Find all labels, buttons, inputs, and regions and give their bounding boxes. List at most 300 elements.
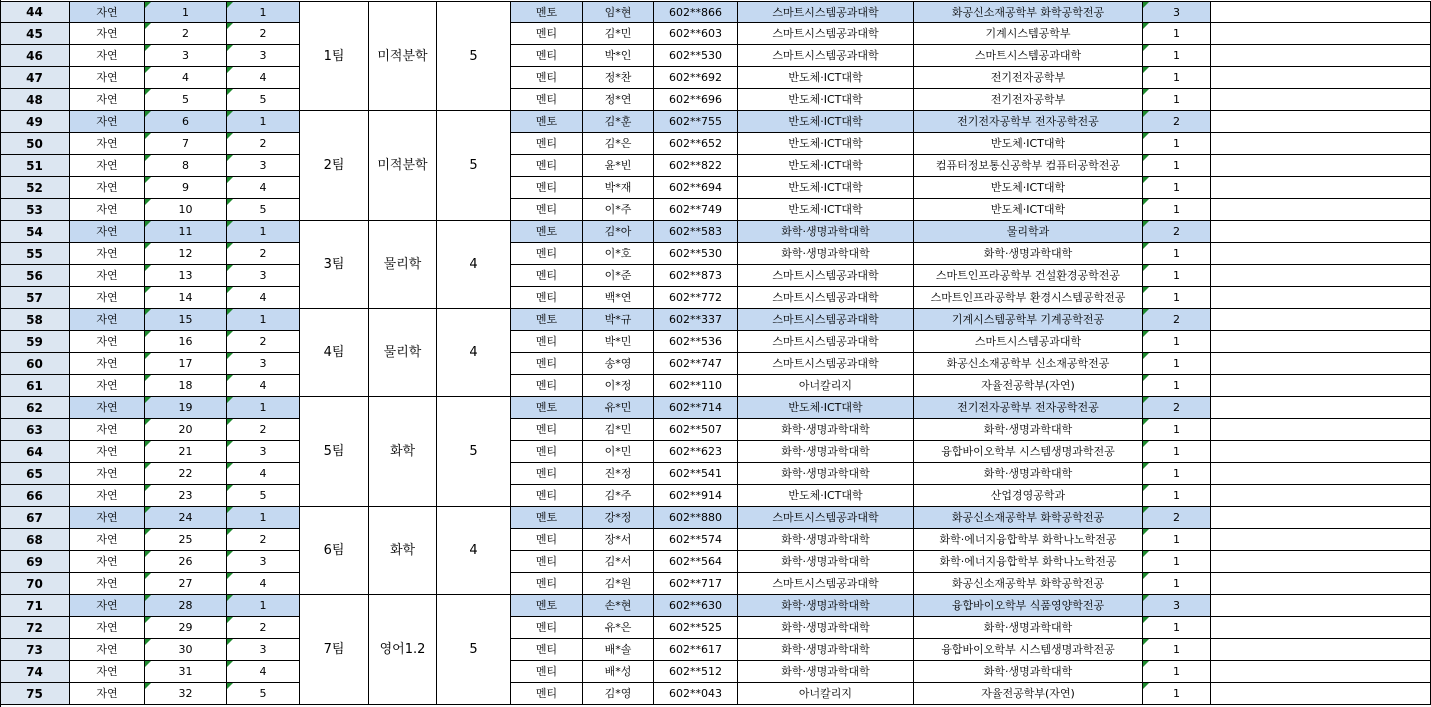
cell-major[interactable]: 화학·에너지융합학부 화학나노학전공 [914,529,1143,551]
cell-field[interactable]: 자연 [70,1,145,23]
cell-field[interactable]: 자연 [70,353,145,375]
cell-field[interactable]: 자연 [70,331,145,353]
row-header[interactable]: 63 [0,419,70,441]
cell-seq[interactable]: 20 [145,419,227,441]
cell-field[interactable]: 자연 [70,221,145,243]
cell-empty[interactable] [1211,573,1431,595]
cell-college[interactable]: 스마트시스템공과대학 [738,331,914,353]
cell-team-seq[interactable]: 4 [227,573,300,595]
cell-field[interactable]: 자연 [70,133,145,155]
cell-name[interactable]: 박*인 [583,45,654,67]
cell-student-id[interactable]: 602**536 [654,331,738,353]
cell-major[interactable]: 전기전자공학부 전자공학전공 [914,111,1143,133]
cell-college[interactable]: 화학·생명과학대학 [738,661,914,683]
cell-name[interactable]: 배*솔 [583,639,654,661]
cell-field[interactable]: 자연 [70,265,145,287]
cell-college[interactable]: 화학·생명과학대학 [738,243,914,265]
cell-seq[interactable]: 11 [145,221,227,243]
cell-field[interactable]: 자연 [70,177,145,199]
cell-field[interactable]: 자연 [70,375,145,397]
cell-team-seq[interactable]: 3 [227,353,300,375]
cell-empty[interactable] [1211,551,1431,573]
cell-count[interactable]: 1 [1143,463,1211,485]
cell-empty[interactable] [1211,177,1431,199]
row-header[interactable]: 64 [0,441,70,463]
cell-name[interactable]: 임*현 [583,1,654,23]
cell-subject[interactable]: 영어1.2 [369,595,437,705]
cell-role[interactable]: 멘티 [511,23,583,45]
cell-role[interactable]: 멘티 [511,573,583,595]
row-header[interactable]: 57 [0,287,70,309]
cell-field[interactable]: 자연 [70,67,145,89]
cell-student-id[interactable]: 602**880 [654,507,738,529]
cell-field[interactable]: 자연 [70,199,145,221]
cell-seq[interactable]: 14 [145,287,227,309]
cell-field[interactable]: 자연 [70,45,145,67]
cell-team-seq[interactable]: 4 [227,287,300,309]
row-header[interactable]: 60 [0,353,70,375]
cell-college[interactable]: 반도체·ICT대학 [738,397,914,419]
cell-empty[interactable] [1211,529,1431,551]
cell-field[interactable]: 자연 [70,309,145,331]
cell-name[interactable]: 박*규 [583,309,654,331]
cell-count[interactable]: 1 [1143,243,1211,265]
cell-empty[interactable] [1211,463,1431,485]
cell-name[interactable]: 정*찬 [583,67,654,89]
cell-seq[interactable]: 12 [145,243,227,265]
cell-role[interactable]: 멘토 [511,309,583,331]
cell-name[interactable]: 진*정 [583,463,654,485]
row-header[interactable]: 69 [0,551,70,573]
cell-college[interactable]: 화학·생명과학대학 [738,221,914,243]
cell-college[interactable]: 화학·생명과학대학 [738,551,914,573]
cell-major[interactable]: 기계시스템공학부 [914,23,1143,45]
cell-role[interactable]: 멘티 [511,529,583,551]
cell-role[interactable]: 멘티 [511,551,583,573]
cell-seq[interactable]: 31 [145,661,227,683]
cell-subject[interactable]: 화학 [369,507,437,595]
cell-role[interactable]: 멘티 [511,89,583,111]
cell-team-size[interactable]: 5 [437,111,511,221]
cell-team-seq[interactable]: 1 [227,397,300,419]
cell-student-id[interactable]: 602**525 [654,617,738,639]
cell-seq[interactable]: 22 [145,463,227,485]
row-header[interactable]: 68 [0,529,70,551]
cell-team-seq[interactable]: 2 [227,23,300,45]
cell-student-id[interactable]: 602**043 [654,683,738,705]
cell-team-size[interactable]: 5 [437,595,511,705]
cell-student-id[interactable]: 602**914 [654,485,738,507]
cell-count[interactable]: 1 [1143,529,1211,551]
row-header[interactable]: 72 [0,617,70,639]
cell-team-seq[interactable]: 2 [227,331,300,353]
cell-name[interactable]: 백*연 [583,287,654,309]
cell-count[interactable]: 1 [1143,353,1211,375]
cell-field[interactable]: 자연 [70,683,145,705]
cell-count[interactable]: 1 [1143,485,1211,507]
cell-major[interactable]: 융합바이오학부 식품영양학전공 [914,595,1143,617]
cell-student-id[interactable]: 602**749 [654,199,738,221]
cell-field[interactable]: 자연 [70,485,145,507]
cell-role[interactable]: 멘티 [511,485,583,507]
cell-role[interactable]: 멘티 [511,661,583,683]
cell-college[interactable]: 스마트시스템공과대학 [738,573,914,595]
cell-team-seq[interactable]: 1 [227,1,300,23]
cell-college[interactable]: 화학·생명과학대학 [738,419,914,441]
cell-team[interactable]: 7팀 [300,595,369,705]
cell-count[interactable]: 1 [1143,287,1211,309]
row-header[interactable]: 46 [0,45,70,67]
cell-subject[interactable]: 물리학 [369,221,437,309]
cell-college[interactable]: 반도체·ICT대학 [738,155,914,177]
cell-count[interactable]: 1 [1143,683,1211,705]
cell-student-id[interactable]: 602**507 [654,419,738,441]
cell-team-seq[interactable]: 3 [227,265,300,287]
cell-college[interactable]: 화학·생명과학대학 [738,595,914,617]
cell-field[interactable]: 자연 [70,661,145,683]
cell-role[interactable]: 멘티 [511,639,583,661]
cell-name[interactable]: 김*아 [583,221,654,243]
cell-major[interactable]: 전기전자공학부 [914,89,1143,111]
cell-empty[interactable] [1211,89,1431,111]
cell-major[interactable]: 스마트시스템공과대학 [914,45,1143,67]
cell-college[interactable]: 화학·생명과학대학 [738,463,914,485]
cell-role[interactable]: 멘티 [511,683,583,705]
cell-empty[interactable] [1211,683,1431,705]
cell-empty[interactable] [1211,639,1431,661]
cell-major[interactable]: 융합바이오학부 시스템생명과학전공 [914,441,1143,463]
cell-team-seq[interactable]: 3 [227,45,300,67]
cell-count[interactable]: 1 [1143,617,1211,639]
cell-seq[interactable]: 19 [145,397,227,419]
cell-team-seq[interactable]: 3 [227,155,300,177]
cell-seq[interactable]: 7 [145,133,227,155]
cell-role[interactable]: 멘티 [511,133,583,155]
cell-role[interactable]: 멘티 [511,419,583,441]
cell-empty[interactable] [1211,221,1431,243]
cell-count[interactable]: 1 [1143,551,1211,573]
cell-college[interactable]: 아너칼리지 [738,375,914,397]
cell-name[interactable]: 이*호 [583,243,654,265]
cell-college[interactable]: 반도체·ICT대학 [738,89,914,111]
cell-subject[interactable]: 미적분학 [369,111,437,221]
cell-count[interactable]: 1 [1143,375,1211,397]
cell-count[interactable]: 2 [1143,507,1211,529]
cell-major[interactable]: 화공신소재공학부 화학공학전공 [914,573,1143,595]
cell-seq[interactable]: 21 [145,441,227,463]
cell-major[interactable]: 반도체·ICT대학 [914,177,1143,199]
cell-role[interactable]: 멘티 [511,199,583,221]
cell-seq[interactable]: 24 [145,507,227,529]
cell-field[interactable]: 자연 [70,551,145,573]
cell-major[interactable]: 화학·생명과학대학 [914,661,1143,683]
cell-college[interactable]: 반도체·ICT대학 [738,485,914,507]
cell-name[interactable]: 장*서 [583,529,654,551]
cell-empty[interactable] [1211,507,1431,529]
cell-field[interactable]: 자연 [70,617,145,639]
cell-student-id[interactable]: 602**696 [654,89,738,111]
cell-count[interactable]: 2 [1143,309,1211,331]
cell-field[interactable]: 자연 [70,639,145,661]
cell-name[interactable]: 김*원 [583,573,654,595]
cell-count[interactable]: 1 [1143,177,1211,199]
row-header[interactable]: 53 [0,199,70,221]
cell-college[interactable]: 반도체·ICT대학 [738,111,914,133]
cell-name[interactable]: 강*정 [583,507,654,529]
cell-major[interactable]: 스마트인프라공학부 건설환경공학전공 [914,265,1143,287]
cell-college[interactable]: 스마트시스템공과대학 [738,287,914,309]
cell-empty[interactable] [1211,661,1431,683]
cell-student-id[interactable]: 602**530 [654,45,738,67]
cell-major[interactable]: 화학·에너지융합학부 화학나노학전공 [914,551,1143,573]
cell-seq[interactable]: 17 [145,353,227,375]
cell-college[interactable]: 반도체·ICT대학 [738,67,914,89]
cell-team-seq[interactable]: 3 [227,551,300,573]
cell-count[interactable]: 3 [1143,1,1211,23]
cell-team-seq[interactable]: 2 [227,617,300,639]
row-header[interactable]: 75 [0,683,70,705]
cell-empty[interactable] [1211,419,1431,441]
cell-team-seq[interactable]: 1 [227,111,300,133]
cell-role[interactable]: 멘티 [511,287,583,309]
cell-role[interactable]: 멘티 [511,441,583,463]
cell-seq[interactable]: 29 [145,617,227,639]
row-header[interactable]: 65 [0,463,70,485]
cell-student-id[interactable]: 602**772 [654,287,738,309]
cell-empty[interactable] [1211,67,1431,89]
cell-count[interactable]: 2 [1143,221,1211,243]
row-header[interactable]: 51 [0,155,70,177]
cell-role[interactable]: 멘토 [511,221,583,243]
cell-count[interactable]: 1 [1143,89,1211,111]
cell-count[interactable]: 2 [1143,397,1211,419]
cell-team-seq[interactable]: 2 [227,243,300,265]
cell-major[interactable]: 화공신소재공학부 신소재공학전공 [914,353,1143,375]
cell-team-seq[interactable]: 4 [227,67,300,89]
cell-count[interactable]: 1 [1143,419,1211,441]
cell-name[interactable]: 김*민 [583,23,654,45]
cell-role[interactable]: 멘티 [511,243,583,265]
cell-count[interactable]: 1 [1143,133,1211,155]
cell-seq[interactable]: 5 [145,89,227,111]
cell-student-id[interactable]: 602**337 [654,309,738,331]
cell-field[interactable]: 자연 [70,529,145,551]
cell-name[interactable]: 정*연 [583,89,654,111]
cell-name[interactable]: 김*서 [583,551,654,573]
cell-seq[interactable]: 30 [145,639,227,661]
row-header[interactable]: 47 [0,67,70,89]
cell-empty[interactable] [1211,485,1431,507]
cell-team-seq[interactable]: 3 [227,441,300,463]
cell-name[interactable]: 유*민 [583,397,654,419]
cell-college[interactable]: 스마트시스템공과대학 [738,507,914,529]
cell-team-seq[interactable]: 2 [227,529,300,551]
cell-name[interactable]: 송*영 [583,353,654,375]
cell-team[interactable]: 2팀 [300,111,369,221]
cell-team-seq[interactable]: 4 [227,463,300,485]
cell-student-id[interactable]: 602**603 [654,23,738,45]
cell-empty[interactable] [1211,199,1431,221]
cell-college[interactable]: 아너칼리지 [738,683,914,705]
cell-empty[interactable] [1211,309,1431,331]
cell-major[interactable]: 기계시스템공학부 기계공학전공 [914,309,1143,331]
cell-name[interactable]: 김*훈 [583,111,654,133]
cell-count[interactable]: 1 [1143,639,1211,661]
cell-team-size[interactable]: 5 [437,1,511,111]
cell-empty[interactable] [1211,441,1431,463]
cell-team-seq[interactable]: 1 [227,221,300,243]
cell-field[interactable]: 자연 [70,463,145,485]
cell-subject[interactable]: 물리학 [369,309,437,397]
cell-team-seq[interactable]: 5 [227,683,300,705]
cell-team-seq[interactable]: 2 [227,419,300,441]
cell-student-id[interactable]: 602**512 [654,661,738,683]
row-header[interactable]: 44 [0,1,70,23]
cell-student-id[interactable]: 602**583 [654,221,738,243]
cell-field[interactable]: 자연 [70,507,145,529]
cell-seq[interactable]: 2 [145,23,227,45]
row-header[interactable]: 71 [0,595,70,617]
cell-seq[interactable]: 25 [145,529,227,551]
cell-team[interactable]: 4팀 [300,309,369,397]
cell-college[interactable]: 스마트시스템공과대학 [738,1,914,23]
cell-team-size[interactable]: 4 [437,309,511,397]
cell-name[interactable]: 윤*빈 [583,155,654,177]
cell-major[interactable]: 산업경영공학과 [914,485,1143,507]
cell-empty[interactable] [1211,155,1431,177]
cell-major[interactable]: 화공신소재공학부 화학공학전공 [914,507,1143,529]
cell-college[interactable]: 스마트시스템공과대학 [738,23,914,45]
cell-role[interactable]: 멘티 [511,67,583,89]
cell-seq[interactable]: 10 [145,199,227,221]
cell-team-size[interactable]: 5 [437,397,511,507]
cell-major[interactable]: 화학·생명과학대학 [914,463,1143,485]
cell-role[interactable]: 멘티 [511,375,583,397]
row-header[interactable]: 49 [0,111,70,133]
cell-major[interactable]: 전기전자공학부 전자공학전공 [914,397,1143,419]
cell-major[interactable]: 반도체·ICT대학 [914,199,1143,221]
cell-seq[interactable]: 9 [145,177,227,199]
cell-student-id[interactable]: 602**541 [654,463,738,485]
cell-major[interactable]: 융합바이오학부 시스템생명과학전공 [914,639,1143,661]
cell-student-id[interactable]: 602**652 [654,133,738,155]
row-header[interactable]: 61 [0,375,70,397]
cell-field[interactable]: 자연 [70,397,145,419]
cell-student-id[interactable]: 602**564 [654,551,738,573]
cell-team-seq[interactable]: 5 [227,199,300,221]
cell-seq[interactable]: 26 [145,551,227,573]
cell-count[interactable]: 1 [1143,331,1211,353]
cell-seq[interactable]: 3 [145,45,227,67]
cell-count[interactable]: 1 [1143,573,1211,595]
cell-role[interactable]: 멘티 [511,177,583,199]
cell-empty[interactable] [1211,331,1431,353]
cell-major[interactable]: 화학·생명과학대학 [914,419,1143,441]
cell-field[interactable]: 자연 [70,419,145,441]
cell-team-size[interactable]: 4 [437,221,511,309]
cell-empty[interactable] [1211,287,1431,309]
cell-college[interactable]: 반도체·ICT대학 [738,199,914,221]
cell-team[interactable]: 6팀 [300,507,369,595]
row-header[interactable]: 58 [0,309,70,331]
cell-college[interactable]: 화학·생명과학대학 [738,441,914,463]
cell-field[interactable]: 자연 [70,89,145,111]
row-header[interactable]: 56 [0,265,70,287]
row-header[interactable]: 45 [0,23,70,45]
cell-major[interactable]: 컴퓨터정보통신공학부 컴퓨터공학전공 [914,155,1143,177]
cell-role[interactable]: 멘티 [511,155,583,177]
row-header[interactable]: 52 [0,177,70,199]
cell-college[interactable]: 스마트시스템공과대학 [738,265,914,287]
cell-role[interactable]: 멘토 [511,397,583,419]
cell-college[interactable]: 스마트시스템공과대학 [738,353,914,375]
cell-seq[interactable]: 13 [145,265,227,287]
cell-field[interactable]: 자연 [70,595,145,617]
cell-student-id[interactable]: 602**574 [654,529,738,551]
cell-role[interactable]: 멘티 [511,617,583,639]
cell-seq[interactable]: 6 [145,111,227,133]
cell-field[interactable]: 자연 [70,441,145,463]
cell-count[interactable]: 2 [1143,111,1211,133]
cell-seq[interactable]: 4 [145,67,227,89]
cell-major[interactable]: 화공신소재공학부 화학공학전공 [914,1,1143,23]
cell-role[interactable]: 멘토 [511,595,583,617]
cell-major[interactable]: 전기전자공학부 [914,67,1143,89]
cell-field[interactable]: 자연 [70,155,145,177]
row-header[interactable]: 55 [0,243,70,265]
row-header[interactable]: 48 [0,89,70,111]
cell-team-seq[interactable]: 4 [227,375,300,397]
cell-field[interactable]: 자연 [70,573,145,595]
cell-student-id[interactable]: 602**530 [654,243,738,265]
cell-seq[interactable]: 18 [145,375,227,397]
cell-name[interactable]: 이*준 [583,265,654,287]
cell-field[interactable]: 자연 [70,23,145,45]
cell-role[interactable]: 멘토 [511,1,583,23]
cell-empty[interactable] [1211,375,1431,397]
cell-student-id[interactable]: 602**692 [654,67,738,89]
cell-empty[interactable] [1211,353,1431,375]
cell-major[interactable]: 스마트시스템공과대학 [914,331,1143,353]
cell-major[interactable]: 반도체·ICT대학 [914,133,1143,155]
cell-student-id[interactable]: 602**110 [654,375,738,397]
cell-college[interactable]: 반도체·ICT대학 [738,133,914,155]
row-header[interactable]: 50 [0,133,70,155]
cell-role[interactable]: 멘토 [511,111,583,133]
cell-empty[interactable] [1211,45,1431,67]
cell-student-id[interactable]: 602**755 [654,111,738,133]
cell-field[interactable]: 자연 [70,111,145,133]
cell-team[interactable]: 5팀 [300,397,369,507]
cell-name[interactable]: 배*성 [583,661,654,683]
cell-name[interactable]: 이*민 [583,441,654,463]
cell-seq[interactable]: 27 [145,573,227,595]
cell-name[interactable]: 유*은 [583,617,654,639]
cell-college[interactable]: 반도체·ICT대학 [738,177,914,199]
cell-major[interactable]: 화학·생명과학대학 [914,243,1143,265]
cell-count[interactable]: 1 [1143,155,1211,177]
cell-role[interactable]: 멘티 [511,353,583,375]
row-header[interactable]: 74 [0,661,70,683]
cell-team-size[interactable]: 4 [437,507,511,595]
cell-count[interactable]: 1 [1143,67,1211,89]
cell-team-seq[interactable]: 4 [227,177,300,199]
cell-team-seq[interactable]: 5 [227,485,300,507]
cell-empty[interactable] [1211,265,1431,287]
cell-student-id[interactable]: 602**630 [654,595,738,617]
cell-team-seq[interactable]: 1 [227,595,300,617]
cell-empty[interactable] [1211,397,1431,419]
